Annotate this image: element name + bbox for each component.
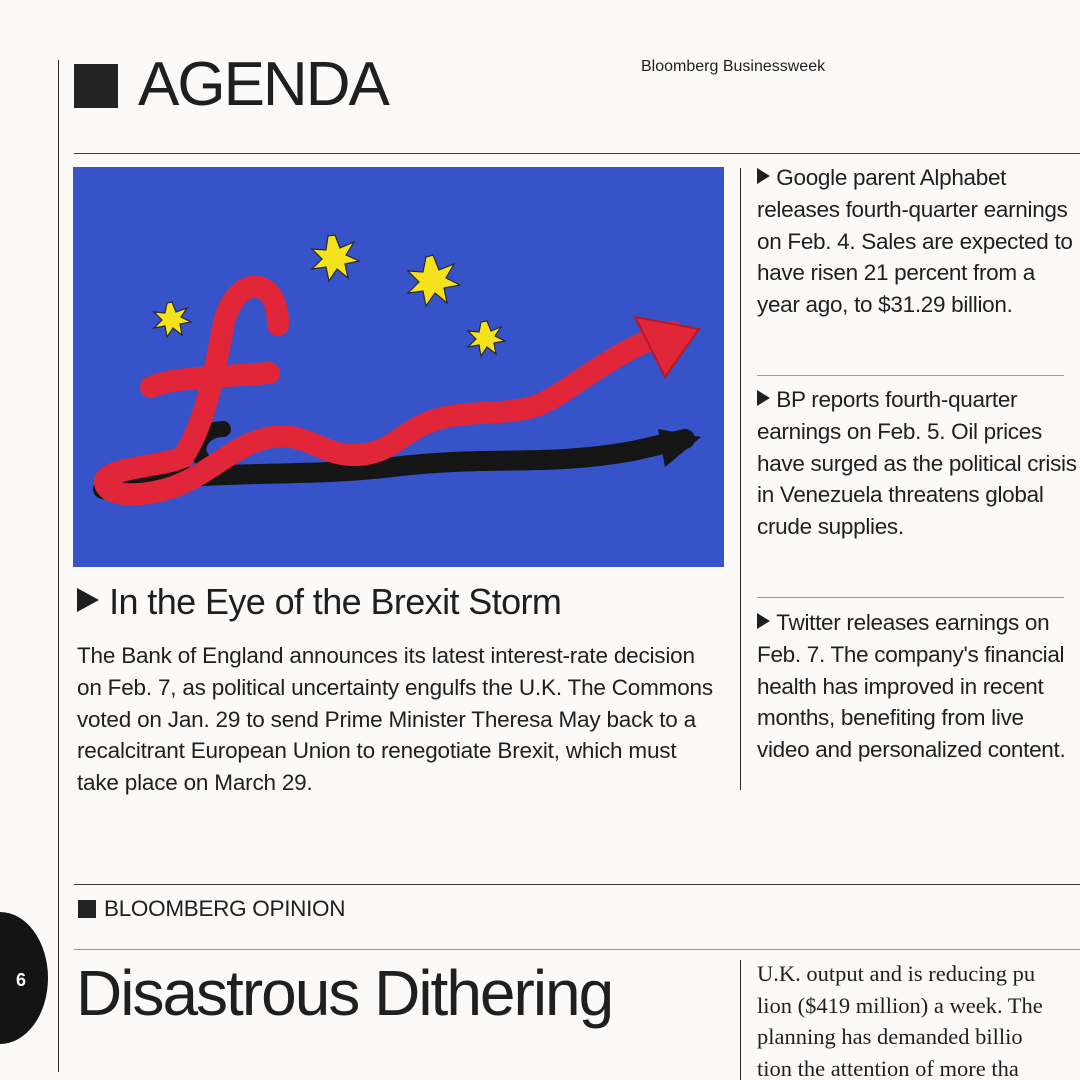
section-square-icon bbox=[74, 64, 118, 108]
side-item-bp bbox=[757, 384, 1077, 543]
opinion-headline: Disastrous Dithering bbox=[76, 957, 613, 1029]
side-item-text: Twitter releases earnings on Feb. 7. The company's financial health has improved in recent months, benefiting from live video and personalized content. bbox=[757, 610, 1066, 763]
publication-name: Bloomberg Businessweek bbox=[641, 58, 826, 75]
side-divider-1 bbox=[757, 375, 1064, 376]
play-triangle-icon bbox=[757, 390, 770, 406]
opinion-body-line: lion ($419 million) a week. The bbox=[757, 992, 1043, 1018]
column-divider bbox=[740, 168, 741, 790]
play-triangle-icon bbox=[757, 613, 770, 629]
page-number: 6 bbox=[16, 970, 27, 990]
brexit-pound-illustration bbox=[73, 167, 724, 567]
opinion-body-line: planning has demanded billio bbox=[757, 1024, 1023, 1049]
play-triangle-icon bbox=[757, 168, 770, 184]
side-item-alphabet bbox=[757, 162, 1077, 321]
section-title: AGENDA bbox=[138, 50, 388, 119]
side-item-text: Google parent Alphabet releases fourth-quarter earnings on Feb. 4. Sales are expected to have risen 21 percent from a year ago, to $31.29 billion. bbox=[757, 165, 1073, 318]
opinion-label-rule bbox=[74, 949, 1080, 950]
side-item-text: BP reports fourth-quarter earnings on Feb. 5. Oil prices have surged as the political crisis in Venezuela threatens global crude supplies. bbox=[757, 387, 1077, 540]
illustration-background bbox=[73, 167, 724, 567]
main-headline-text: In the Eye of the Brexit Storm bbox=[109, 581, 562, 622]
agenda-top-rule bbox=[74, 153, 1080, 154]
opinion-top-rule bbox=[74, 884, 1080, 885]
opinion-square-icon bbox=[78, 900, 96, 918]
side-divider-2 bbox=[757, 597, 1064, 598]
left-margin-rule bbox=[58, 60, 59, 1072]
main-story-body: The Bank of England announces its latest interest-rate decision on Feb. 7, as political uncertainty engulfs the U.K. The Commons voted on Jan. 29 to send Prime Minister Theresa May back to a recalcitrant European Union to renegotiate Brexit, which must take place on March 29. bbox=[77, 643, 713, 796]
opinion-column-divider bbox=[740, 960, 741, 1080]
main-headline bbox=[77, 580, 561, 624]
opinion-section-label: BLOOMBERG OPINION bbox=[104, 896, 346, 921]
play-triangle-icon bbox=[77, 588, 99, 612]
side-item-twitter bbox=[757, 607, 1077, 766]
opinion-body bbox=[757, 958, 1080, 1080]
opinion-body-line: tion the attention of more tha bbox=[757, 1055, 1019, 1080]
pound-crossbar bbox=[151, 373, 269, 387]
opinion-body-line: U.K. output and is reducing pu bbox=[757, 961, 1036, 986]
